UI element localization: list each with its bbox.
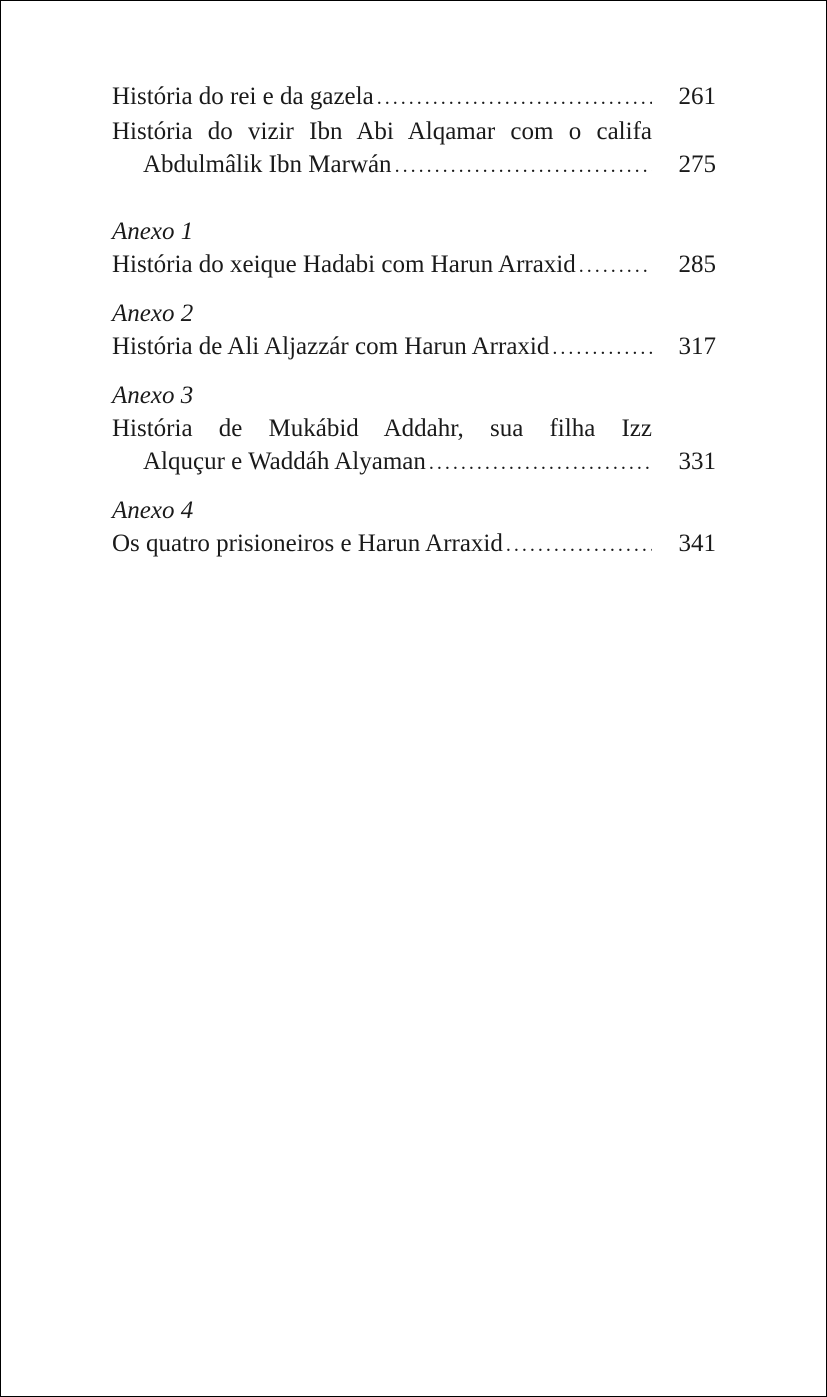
annex-label: Anexo 3 xyxy=(112,382,194,409)
dot-leader xyxy=(579,250,652,283)
annex-section-1 xyxy=(112,215,716,283)
dot-leader xyxy=(395,150,652,183)
toc-entry-page: 317 xyxy=(678,333,716,360)
annex-label: Anexo 1 xyxy=(112,218,194,245)
toc-entry-rei-gazela[interactable] xyxy=(112,80,716,115)
annex-section-2 xyxy=(112,297,716,365)
table-of-contents xyxy=(112,80,716,562)
dot-leader xyxy=(377,82,652,115)
toc-entry-title: História do rei e da gazela xyxy=(112,83,374,110)
annex-section-4 xyxy=(112,494,716,562)
toc-entry-title-line2: Alquçur e Waddáh Alyaman xyxy=(143,448,426,475)
dot-leader xyxy=(552,332,652,365)
annex-label: Anexo 2 xyxy=(112,300,194,327)
toc-entry-title: Os quatro prisioneiros e Harun Arraxid xyxy=(112,530,503,557)
toc-entry-page: 341 xyxy=(678,530,716,557)
dot-leader xyxy=(429,447,652,480)
annex-section-3 xyxy=(112,379,716,480)
toc-entry-title-line2: Abdulmâlik Ibn Marwán xyxy=(143,151,392,178)
toc-entry-page: 261 xyxy=(678,83,716,110)
toc-entry-page: 285 xyxy=(678,251,716,278)
dot-leader xyxy=(506,529,652,562)
toc-entry-page: 331 xyxy=(678,448,716,475)
toc-entry-page: 275 xyxy=(678,151,716,178)
toc-entry-title-line1: História de Mukábid Addahr, sua filha Izz xyxy=(112,415,652,442)
toc-entry-title: História de Ali Aljazzár com Harun Arraxid xyxy=(112,333,550,360)
annex-label: Anexo 4 xyxy=(112,497,194,524)
toc-entry-mukabid[interactable] xyxy=(112,412,716,480)
toc-entry-vizir[interactable] xyxy=(112,115,716,183)
toc-entry-title-line1: História do vizir Ibn Abi Alqamar com o califa xyxy=(112,118,652,145)
toc-entry-hadabi[interactable] xyxy=(112,248,716,283)
toc-entry-title: História do xeique Hadabi com Harun Arraxid xyxy=(112,251,576,278)
toc-entry-aljazzar[interactable] xyxy=(112,330,716,365)
toc-entry-prisioneiros[interactable] xyxy=(112,527,716,562)
